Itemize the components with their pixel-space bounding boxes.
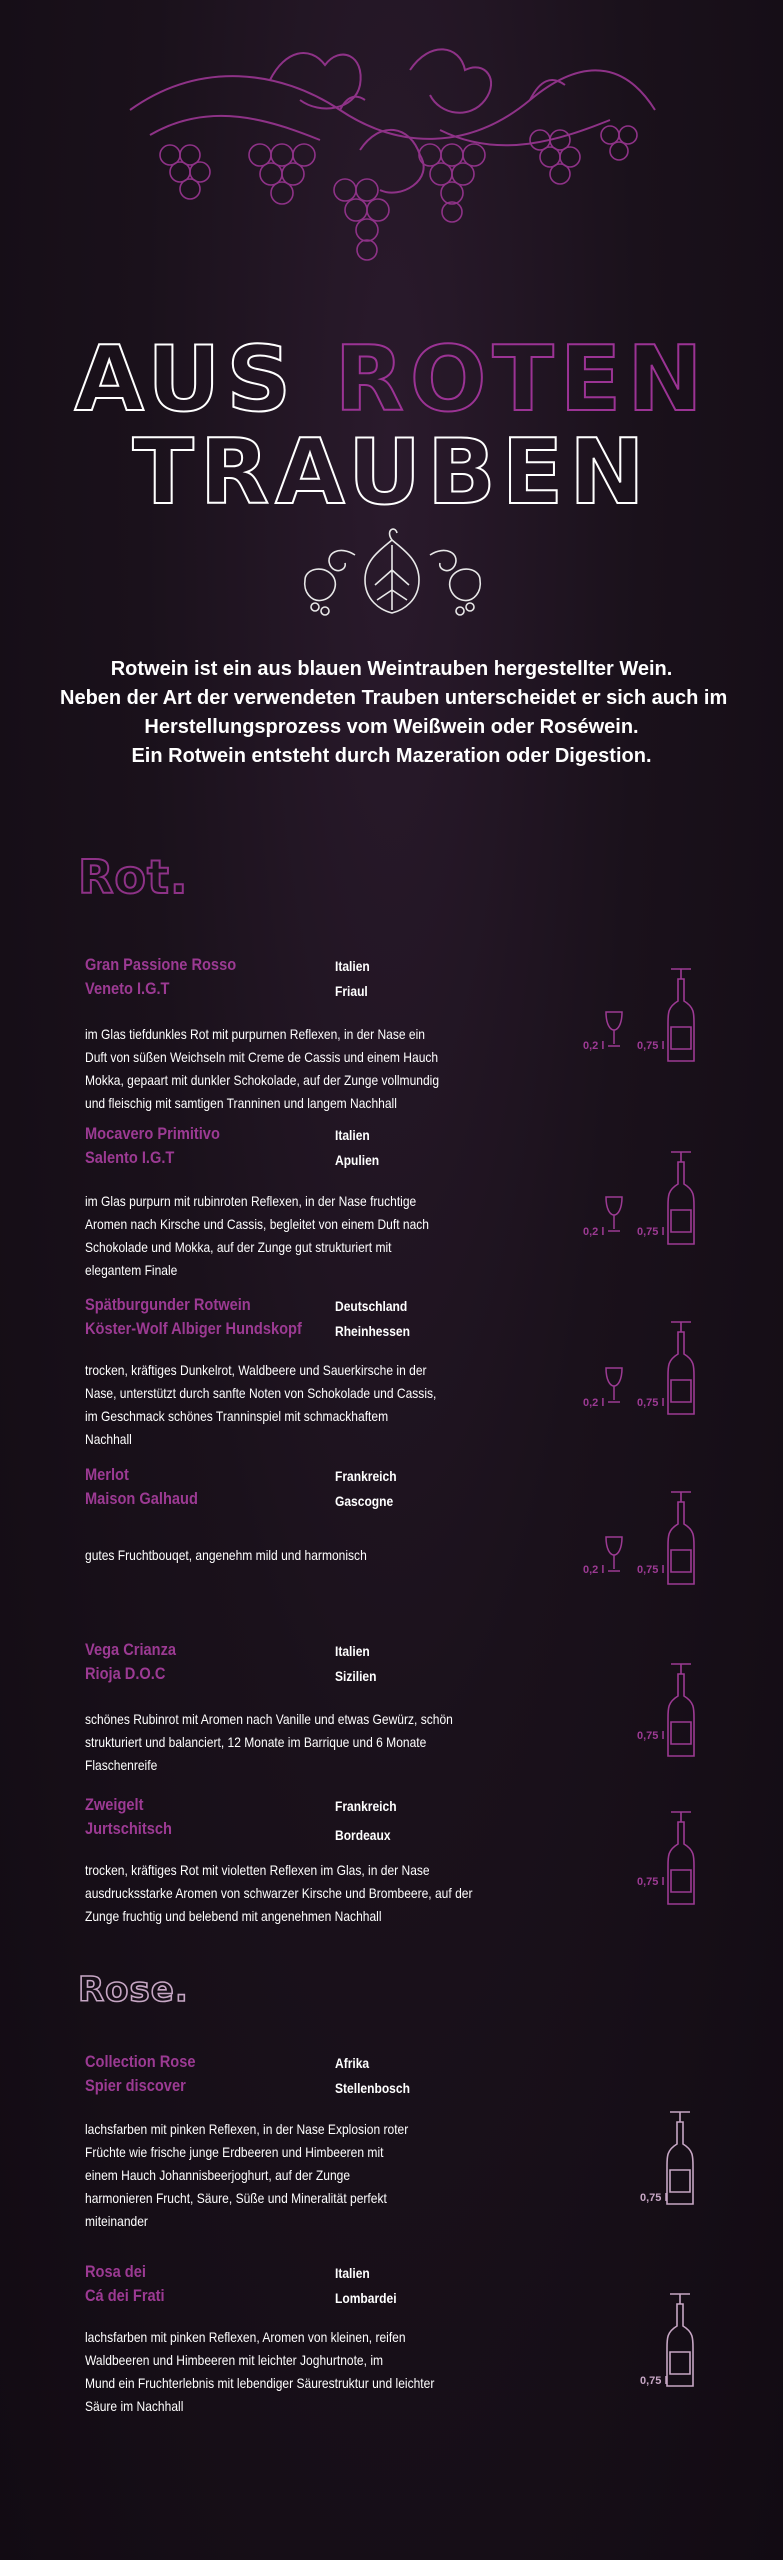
wine-country: Frankreich <box>335 1468 397 1484</box>
description-line: Säure im Nachhall <box>85 2398 184 2414</box>
wine-country: Deutschland <box>335 1298 408 1314</box>
wine-region: Friaul <box>335 983 368 999</box>
description-line: Waldbeeren und Himbeeren mit leichter Joghurtnote, im <box>85 2352 384 2368</box>
wine-name: Rosa dei <box>85 2262 146 2281</box>
glass-size-label: 0,2 l <box>583 1226 605 1238</box>
description-line: elegantem Finale <box>85 1262 178 1278</box>
description-line: Mund ein Fruchterlebnis mit lebendiger Säurestruktur und leichter <box>85 2375 435 2391</box>
wine-subname: Rioja D.O.C <box>85 1664 166 1683</box>
wine-region: Stellenbosch <box>335 2080 410 2096</box>
wine-glass-icon <box>603 1535 625 1575</box>
page-title-line-1 <box>0 327 783 432</box>
section-heading-rose: Rose. <box>78 1970 189 2010</box>
wine-description <box>85 1190 489 1282</box>
description-line: miteinander <box>85 2213 148 2229</box>
bottle-size-label: 0,75 l <box>637 1040 665 1052</box>
description-line: ausdrucksstarke Aromen von schwarzer Kirsche und Brombeere, auf der <box>85 1885 473 1901</box>
description-line: Schokolade und Mokka, auf der Zunge gut strukturiert mit <box>85 1239 392 1255</box>
wine-name: Collection Rose <box>85 2052 196 2071</box>
wine-description <box>85 1023 489 1115</box>
wine-glass-icon <box>603 1010 625 1050</box>
wine-subname: Veneto I.G.T <box>85 979 170 998</box>
wine-description <box>85 1544 489 1567</box>
wine-bottle-icon <box>664 1148 698 1248</box>
wine-bottle-icon <box>664 965 698 1065</box>
description-line: Mokka, gepaart mit dunkler Schokolade, auf der Zunge vollmundig <box>85 1072 440 1088</box>
wine-name: Gran Passione Rosso <box>85 955 237 974</box>
wine-bottle-icon <box>664 1318 698 1418</box>
wine-region: Bordeaux <box>335 1827 391 1843</box>
wine-subname: Salento I.G.T <box>85 1148 175 1167</box>
wine-bottle-icon <box>663 2108 697 2208</box>
section-heading-rot: Rot. <box>78 850 189 904</box>
description-line: Nase, unterstützt durch sanfte Noten von Schokolade und Cassis, <box>85 1385 437 1401</box>
wine-name: Mocavero Primitivo <box>85 1124 220 1143</box>
bottle-size-label: 0,75 l <box>637 1397 665 1409</box>
description-line: Duft von süßen Weichseln mit Creme de Cassis und einem Hauch <box>85 1049 439 1065</box>
description-line: Zunge fruchtig und belebend mit angenehmen Nachhall <box>85 1908 382 1924</box>
glass-size-label: 0,2 l <box>583 1397 605 1409</box>
wine-subname: Jurtschitsch <box>85 1819 172 1838</box>
intro-line: Neben der Art der verwendeten Trauben unterscheidet er sich auch im <box>60 687 728 709</box>
description-line: im Geschmack schönes Tranninspiel mit schmackhaftem <box>85 1408 389 1424</box>
description-line: einem Hauch Johannisbeerjoghurt, auf der Zunge <box>85 2167 351 2183</box>
bottle-size-label: 0,75 l <box>637 1564 665 1576</box>
wine-bottle-icon <box>664 1808 698 1908</box>
wine-region: Lombardei <box>335 2290 397 2306</box>
description-line: Früchte wie frische junge Erdbeeren und Himbeeren mit <box>85 2144 384 2160</box>
description-line: harmonieren Frucht, Säure, Süße und Mineralität perfekt <box>85 2190 387 2206</box>
wine-country: Italien <box>335 958 370 974</box>
intro-text <box>60 655 728 771</box>
wine-country: Italien <box>335 1643 370 1659</box>
wine-region: Sizilien <box>335 1668 377 1684</box>
wine-description <box>85 1708 489 1777</box>
intro-line: Ein Rotwein entsteht durch Mazeration oder Digestion. <box>131 745 652 767</box>
description-line: trocken, kräftiges Rot mit violetten Reflexen im Glas, in der Nase <box>85 1862 430 1878</box>
wine-description <box>85 1859 489 1928</box>
wine-region: Rheinhessen <box>335 1323 410 1339</box>
wine-subname: Maison Galhaud <box>85 1489 198 1508</box>
grape-leaf-ornament-icon <box>285 525 500 620</box>
wine-subname: Köster-Wolf Albiger Hundskopf <box>85 1319 302 1338</box>
wine-country: Afrika <box>335 2055 370 2071</box>
description-line: Flaschenreife <box>85 1757 158 1773</box>
wine-description <box>85 2326 489 2418</box>
bottle-size-label: 0,75 l <box>640 2192 668 2204</box>
intro-line: Herstellungsprozess vom Weißwein oder Roséwein. <box>144 716 639 738</box>
wine-region: Gascogne <box>335 1493 394 1509</box>
description-line: im Glas purpurn mit rubinroten Reflexen, in der Nase fruchtige <box>85 1193 417 1209</box>
intro-line: Rotwein ist ein aus blauen Weintrauben hergestellter Wein. <box>110 658 673 680</box>
glass-size-label: 0,2 l <box>583 1564 605 1576</box>
wine-name: Vega Crianza <box>85 1640 177 1659</box>
wine-name: Merlot <box>85 1465 129 1484</box>
wine-region: Apulien <box>335 1152 380 1168</box>
wine-bottle-icon <box>663 2290 697 2390</box>
description-line: Nachhall <box>85 1431 132 1447</box>
wine-name: Spätburgunder Rotwein <box>85 1295 251 1314</box>
bottle-size-label: 0,75 l <box>640 2375 668 2387</box>
description-line: im Glas tiefdunkles Rot mit purpurnen Reflexen, in der Nase ein <box>85 1026 425 1042</box>
description-line: lachsfarben mit pinken Reflexen, in der Nase Explosion roter <box>85 2121 409 2137</box>
wine-subname: Spier discover <box>85 2076 186 2095</box>
bottle-size-label: 0,75 l <box>637 1876 665 1888</box>
wine-name: Zweigelt <box>85 1795 144 1814</box>
description-line: trocken, kräftiges Dunkelrot, Waldbeere und Sauerkirsche in der <box>85 1362 427 1378</box>
description-line: gutes Fruchtbouqet, angenehm mild und harmonisch <box>85 1547 367 1563</box>
bottle-size-label: 0,75 l <box>637 1226 665 1238</box>
wine-country: Italien <box>335 1127 370 1143</box>
wine-glass-icon <box>603 1366 625 1406</box>
wine-country: Frankreich <box>335 1798 397 1814</box>
glass-size-label: 0,2 l <box>583 1040 605 1052</box>
wine-glass-icon <box>603 1195 625 1235</box>
description-line: lachsfarben mit pinken Reflexen, Aromen von kleinen, reifen <box>85 2329 406 2345</box>
wine-subname: Cá dei Frati <box>85 2286 165 2305</box>
title-word-roten: ROTEN <box>334 327 709 432</box>
wine-bottle-icon <box>664 1660 698 1760</box>
page-title-line-2: TRAUBEN <box>132 420 651 525</box>
wine-bottle-icon <box>664 1488 698 1588</box>
title-word-aus: AUS <box>74 327 298 432</box>
wine-country: Italien <box>335 2265 370 2281</box>
bottle-size-label: 0,75 l <box>637 1730 665 1742</box>
grape-vine-illustration <box>110 40 670 280</box>
description-line: Aromen nach Kirsche und Cassis, begleitet von einem Duft nach <box>85 1216 429 1232</box>
description-line: und fleischig mit samtigen Tranninen und langem Nachhall <box>85 1095 397 1111</box>
wine-description <box>85 1359 489 1451</box>
description-line: schönes Rubinrot mit Aromen nach Vanille und etwas Gewürz, schön <box>85 1711 453 1727</box>
description-line: strukturiert und balanciert, 12 Monate im Barrique und 6 Monate <box>85 1734 427 1750</box>
wine-description <box>85 2118 489 2233</box>
